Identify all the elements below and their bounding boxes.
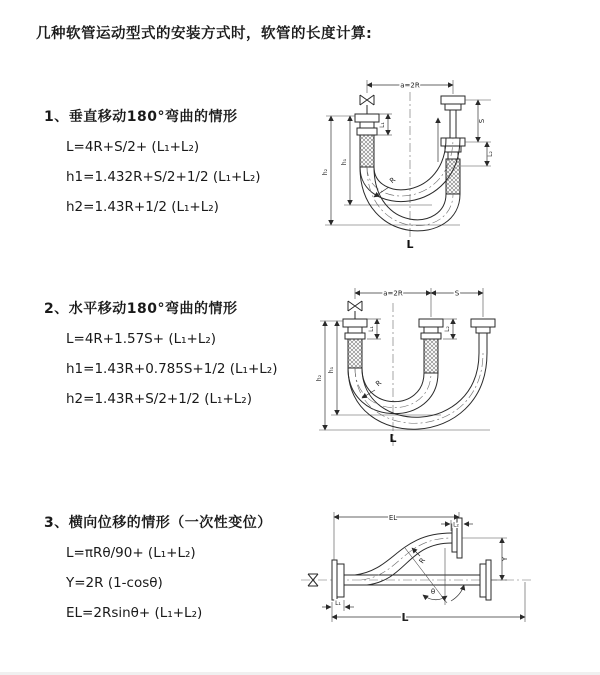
dim-l2 [443,319,457,339]
dim-label-s: S [454,289,460,298]
formula-h2: h2=1.43R+1/2 (L₁+L₂) [66,199,219,215]
dim-label-h2: h₂ [316,374,323,382]
dim-label-h1: h₁ [328,366,335,374]
hose-curves [355,533,452,585]
dim-label-y: Y [501,556,509,562]
formula-y: Y=2R (1-cosθ) [66,575,163,591]
dim-a2r [355,288,483,317]
section-1-formulas [66,132,261,222]
dim-h2 [322,116,460,225]
section-2-formulas [66,324,277,414]
dim-label-l: L [401,611,409,624]
dim-label-l2: L₂ [453,521,459,529]
dim-a2r [367,80,453,94]
formula-h1: h1=1.432R+S/2+1/2 (L₁+L₂) [66,169,261,185]
section-1-heading: 1、垂直移动180°弯曲的情形 [44,109,238,125]
formula-length: L=4R+1.57S+ (L₁+L₂) [66,331,217,347]
right-flange-original [480,560,491,600]
left-pipe [355,114,379,167]
dim-label-a2r: a=2R [400,81,420,90]
valve-icon [360,95,374,114]
formula-length: L=πRθ/90+ (L₁+L₂) [66,545,196,561]
formula-h2: h2=1.43R+S/2+1/2 (L₁+L₂) [66,391,252,407]
braided-hose [348,339,362,368]
dim-label-l2: L₂ [444,326,451,332]
dim-l2 [461,142,494,166]
dim-label-l1: L₁ [368,326,375,332]
diagram-horizontal-bend [308,278,598,463]
section-3-formulas [66,538,272,628]
dim-l [332,582,525,624]
diagram-vertical-bend [310,70,595,265]
section-1 [44,106,261,222]
dim-h1 [326,116,432,205]
dim-l1 [322,600,354,611]
section-3 [44,512,272,628]
dim-s [465,100,491,142]
left-pipe [343,319,367,368]
right-pipe [438,96,465,194]
angle-label: θ [430,588,436,596]
dim-label-s: S [478,118,486,124]
section-3-heading: 3、横向位移的情形（一次性变位） [44,515,272,531]
left-flange [332,560,344,600]
dim-el [334,512,459,560]
dim-s [431,290,483,298]
radius-label: R [388,175,398,186]
formula-h1: h1=1.43R+0.785S+1/2 (L₁+L₂) [66,361,278,377]
dim-label-a2r: a=2R [383,289,403,298]
section-2-heading: 2、水平移动180°弯曲的情形 [44,301,238,317]
dim-label-h2: h₂ [322,168,329,176]
braided-hose [424,339,438,373]
radius-label: R [417,556,428,566]
diagram-lateral-displacement [295,503,600,648]
formula-length: L=4R+S/2+ (L₁+L₂) [66,139,200,155]
hose-curves [348,353,487,429]
middle-pipe [419,319,443,373]
radius-label: R [374,378,384,389]
dim-label-l1: L₁ [379,122,386,128]
dim-label-l2: L₂ [487,151,494,157]
valve-icon [348,301,362,319]
dim-h2 [316,321,490,430]
dim-label-el: EL [388,514,398,522]
right-pipe [471,319,495,353]
braided-hose [360,135,374,167]
length-label: L [389,432,397,445]
section-2 [44,298,277,414]
formula-el: EL=2Rsinθ+ (L₁+L₂) [66,605,203,621]
length-label: L [406,238,414,251]
page-title: 几种软管运动型式的安装方式时，软管的长度计算: [36,26,373,42]
dim-label-l1: L₁ [335,600,341,607]
dim-label-h1: h₁ [341,158,348,166]
dim-l1 [367,319,381,339]
radius-callout [362,379,383,398]
